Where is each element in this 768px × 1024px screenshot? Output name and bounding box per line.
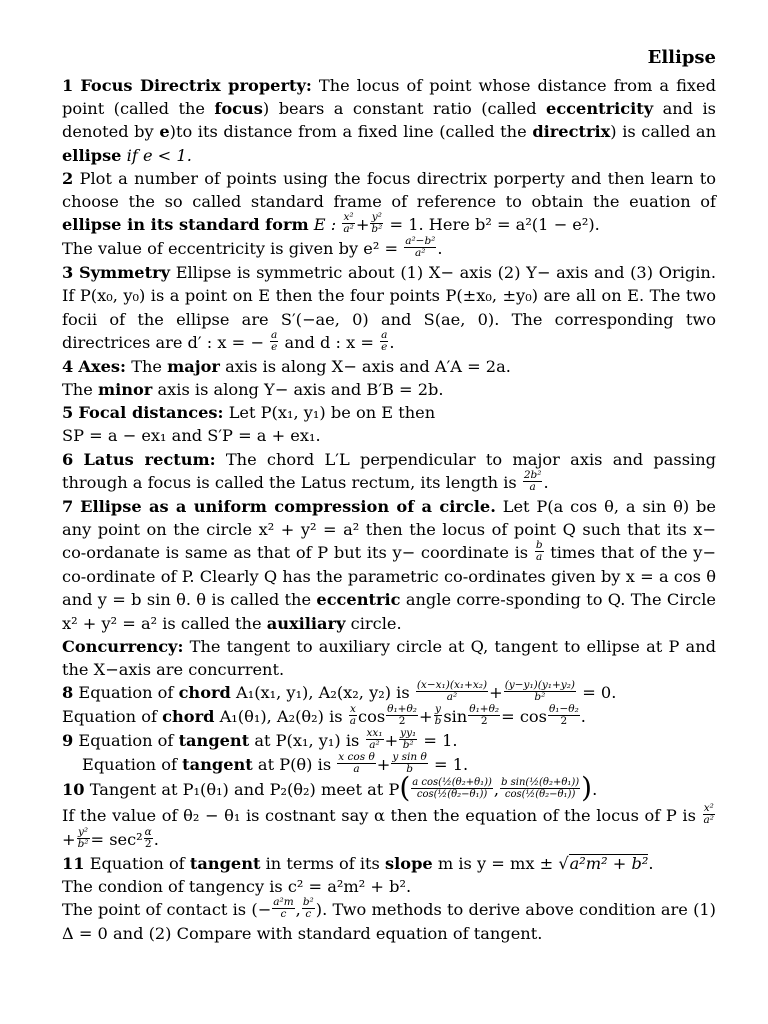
body-text: Equation of (78, 731, 174, 751)
fraction-x2-a2: $\frac{\text{x²}}{\text{a²}}$ (343, 211, 354, 236)
body-text: and d : x = (284, 332, 374, 352)
term-tangent: tangent (182, 755, 253, 775)
section-number: 3 (62, 263, 74, 283)
fraction-point-y: $\frac{\text{b sin(½(θ₂+θ₁))}}{\text{cos(½(θ₂−θ₁))}}$ (501, 777, 580, 801)
fraction-ysin-b: $\frac{\text{y sin θ}}{b}$ (392, 751, 427, 776)
body-text: ). Two methods to derive above condition are (1) Δ = 0 and (2) Compare with standard equation of tangent. (62, 900, 716, 944)
section-heading: Latus rectum: (83, 449, 216, 469)
fraction-eccentricity: $\frac{\text{a²−b²}}{\text{a²}}$ (405, 235, 436, 260)
section-5-focal-distances (62, 401, 716, 447)
document-page (62, 46, 716, 945)
fraction-y2-b2: $\frac{\text{y²}}{\text{b²}}$ (371, 211, 383, 236)
body-text: = 0. (582, 683, 617, 703)
fraction-2b2-a: $\frac{\text{2b²}}{a}$ (523, 468, 542, 493)
fraction-chord-x: $\frac{\text{(x−x₁)(x₁+x₂)}}{\text{a²}}$ (416, 679, 488, 704)
section-8-chord: 8 Equation of chord A₁(x₁, y₁), A₂(x₂, y₂) is $\frac{\text{(x−x₁)(x₁+x₂)}}{\text{a²}}$ + $\frac{\text{(y−y₁)(y₁+y₂)}}{\text{b²}}$ = 0. Equation of chord A₁(θ₁), A₂(θ₂) is $\frac{x}{a}$ cos $\frac{\text{θ₁+θ₂}}{2}$ + $\frac{y}{b}$ sin $\frac{\text{θ₁+θ₂}}{2}$ = cos $\frac{\text{θ₁−θ₂}}{2}$ . (62, 679, 617, 728)
section-11-slope-tangent: 11 Equation of tangent in terms of its slope m is y = mx ± √a²m² + b². The condion of tangency is c² = a²m² + b². The point of contact is (− $\frac{\text{a²m}}{c}$ , $\frac{\text{b²}}{c}$ ). Two methods to derive above condition are (1) Δ = 0 and (2) Compare with standard equation of tangent. (62, 853, 716, 944)
term-minor: minor (97, 380, 153, 400)
term-chord: chord (178, 683, 231, 703)
body-text: Ellipse is symmetric about (1) X− axis (2) Y− axis and (3) Origin. If P(x₀, y₀) is a point on E then the four points P(±x₀, ±y₀) are all on E. The two focii of the ellipse are S′(−ae, 0) and S(ae, 0). The corresponding two directrices are d′ : x = − (62, 263, 716, 352)
body-text: Let P(x₁, y₁) be on E then (228, 403, 436, 423)
term-focus: focus (214, 99, 263, 119)
fraction-theta-sum: $\frac{\text{θ₁+θ₂}}{2}$ (387, 703, 418, 728)
fraction-chord-y: $\frac{\text{(y−y₁)(y₁+y₂)}}{\text{b²}}$ (504, 679, 576, 704)
section-9-tangent: 9 Equation of tangent at P(x₁, y₁) is $\frac{\text{xx₁}}{\text{a²}}$ + $\frac{\text{yy₁}}{\text{b²}}$ = 1. (62, 727, 458, 752)
body-text: If the value of θ₂ − θ₁ is costnant say α then the equation of the locus of P is (62, 805, 696, 825)
section-10-intersection: 10 Tangent at P₁(θ₁) and P₂(θ₂) meet at P( $\frac{\text{a cos(½(θ₂+θ₁))}}{\text{cos(½(θ₂−θ₁))}}$ , $\frac{\text{b sin(½(θ₂+θ₁))}}{\text{cos(½(θ₂−θ₁))}}$ ). (62, 770, 598, 804)
body-text: circle. (350, 613, 402, 633)
section-1-focus-directrix (62, 74, 716, 167)
term-tangent: tangent (178, 731, 250, 751)
body-text: The chord L′L perpendicular to major axis and passing through a focus is called the Latus rectum, its length is (62, 449, 717, 492)
section-number: 4 (62, 356, 74, 376)
body-text: A₁(θ₁), A₂(θ₂) is (219, 707, 343, 727)
section-number: 10 (62, 780, 85, 800)
body-text: at P(θ) is (257, 755, 332, 775)
body-text: ) bears a constant ratio (called (262, 99, 537, 119)
body-text: The locus of point whose distance from a fixed point (called the (62, 76, 716, 119)
fraction-b2-c: $\frac{\text{b²}}{c}$ (302, 896, 314, 921)
body-text: times that of the y− co-ordinate of P. Clearly Q has the parametric co-ordinates given by x = a cos θ and y = b sin θ. θ is called the (62, 543, 716, 610)
section-number: 5 (62, 403, 74, 423)
fraction-y2-b2: $\frac{\text{y²}}{\text{b²}}$ (77, 825, 89, 850)
fraction-xx1-a2: $\frac{\text{xx₁}}{\text{a²}}$ (366, 727, 383, 752)
body-text: The condion of tangency is c² = a²m² + b². (62, 876, 412, 896)
term-tangent: tangent (189, 853, 261, 873)
section-2-standard-form: 2 Plot a number of points using the focus directrix porperty and then learn to choose the so called standard frame of reference to obtain the euation of ellipse in its standard form E : $\frac{\text{x²}}{\text{a²}}$ + $\frac{\text{y²}}{\text{b²}}$ = 1. Here b² = a²(1 − e²). The value of eccentricity is given by e² = $\frac{\text{a²−b²}}{\text{a²}}$ . (62, 168, 716, 260)
sqrt-expression: a²m² + b² (569, 853, 649, 873)
body-text: angle corre-sponding to Q. The Circle x² + y² = a² is called the (62, 590, 716, 633)
fraction-x-a: $\frac{x}{a}$ (349, 703, 357, 728)
fraction-a2m-c: $\frac{\text{a²m}}{c}$ (273, 896, 294, 921)
fraction-y-b: $\frac{y}{b}$ (434, 703, 442, 728)
body-text: axis is along X− axis and A′A = 2a. (225, 356, 511, 376)
body-text: Tangent at P₁(θ₁) and P₂(θ₂) meet at P (89, 780, 400, 800)
body-text: Equation of (78, 683, 174, 703)
fraction-alpha-2: $\frac{\alpha}{2}$ (144, 825, 152, 850)
section-number: 9 (62, 731, 74, 751)
body-text: if e < 1. (126, 145, 192, 165)
section-6-latus-rectum: 6 Latus rectum: The chord L′L perpendicular to major axis and passing through a focus is called the Latus rectum, its length is $\frac{\text{2b²}}{a}$ . (62, 449, 717, 493)
term-directrix: directrix (532, 122, 611, 142)
body-text: m is y = mx ± (437, 853, 554, 873)
section-number: 11 (62, 853, 85, 873)
body-text: Equation of (62, 707, 157, 727)
term-major: major (167, 356, 220, 376)
term-eccentric: eccentric (316, 590, 401, 610)
body-text: Plot a number of points using the focus directrix porperty and then learn to choose the so called standard frame of reference to obtain the euation of (62, 168, 716, 212)
term-e: e (159, 122, 170, 142)
fraction-a-e: $\frac{a}{e}$ (271, 328, 278, 353)
body-text: The (62, 380, 93, 400)
fraction-x2-a2: $\frac{\text{x²}}{\text{a²}}$ (703, 801, 714, 826)
fraction-yy1-b2: $\frac{\text{yy₁}}{\text{b²}}$ (400, 727, 417, 752)
equation-label: E : (313, 215, 337, 235)
body-text: Equation of (82, 755, 177, 775)
section-number: 8 (62, 683, 74, 703)
term-eccentricity: eccentricity (546, 99, 654, 119)
term-ellipse: ellipse (62, 145, 122, 165)
body-text: SP = a − ex₁ and S′P = a + ex₁. (62, 426, 321, 446)
fraction-a-e: $\frac{a}{e}$ (381, 328, 388, 353)
body-text: The value of eccentricity is given by e² = (62, 239, 399, 259)
body-text: A₁(x₁, y₁), A₂(x₂, y₂) is (236, 683, 410, 703)
body-text: The point of contact is (− (62, 900, 272, 920)
body-text: = 1. Here b² = a²(1 − e²). (389, 215, 600, 235)
body-text: Let P(a cos θ, a sin θ) be any point on the circle x² + y² = a² then the locus of point Q such that its x− co-ordanate is same as that of P but its y− coordinate is (62, 496, 716, 563)
body-text: = 1. (433, 755, 469, 775)
section-heading: Symmetry (78, 263, 171, 283)
term-chord: chord (162, 707, 215, 727)
section-number: 6 (62, 449, 74, 469)
section-concurrency (62, 635, 716, 681)
section-heading: Axes: (78, 356, 127, 376)
section-9-tangent-parametric: Equation of tangent at P(θ) is $\frac{\text{x cos θ}}{a}$ + $\frac{\text{y sin θ}}{b}$ = 1. (82, 751, 469, 776)
section-heading: Focal distances: (78, 403, 224, 423)
body-text: and is denoted by (62, 99, 716, 142)
fraction-b-a: $\frac{b}{a}$ (535, 539, 543, 564)
body-text: = 1. (423, 731, 458, 751)
fraction-xcos-a: $\frac{\text{x cos θ}}{a}$ (338, 751, 375, 776)
section-number: 2 (62, 168, 74, 188)
section-3-symmetry: 3 Symmetry Ellipse is symmetric about (1) X− axis (2) Y− axis and (3) Origin. If P(x₀, y₀) is a point on E then the four points P(±x₀, ±y₀) are all on E. The two focii of the ellipse are S′(−ae, 0) and S(ae, 0). The corresponding two directrices are d′ : x = − $\frac{a}{e}$ and d : x = $\frac{a}{e}$ . (62, 263, 716, 353)
body-text: The (131, 356, 162, 376)
body-text: )to its distance from a fixed line (called the (169, 122, 527, 142)
section-10-locus: If the value of θ₂ − θ₁ is costnant say α then the equation of the locus of P is $\frac{\text{x²}}{\text{a²}}$ + $\frac{\text{y²}}{\text{b²}}$ = sec² $\frac{\alpha}{2}$ . (62, 801, 714, 850)
body-text: The tangent to auxiliary circle at Q, tangent to ellipse at P and the X−axis are concurrent. (62, 636, 716, 680)
body-text: at P(x₁, y₁) is (254, 731, 360, 751)
body-text: axis is along Y− axis and B′B = 2b. (157, 380, 444, 400)
fraction-theta-diff: $\frac{\text{θ₁−θ₂}}{2}$ (548, 703, 579, 728)
section-heading: Focus Directrix property: (80, 76, 312, 95)
body-text: in terms of its (265, 853, 380, 873)
body-text: Equation of (89, 853, 185, 873)
body-text: ) is called an (610, 122, 717, 142)
section-heading: Ellipse as a uniform compression of a circle. (80, 496, 496, 516)
section-number: 7 (62, 496, 74, 516)
term-standard-form: ellipse in its standard form (62, 215, 309, 235)
document-title: Ellipse (647, 47, 716, 68)
term-auxiliary: auxiliary (266, 613, 346, 633)
section-7-compression (62, 495, 716, 635)
fraction-theta-sum: $\frac{\text{θ₁+θ₂}}{2}$ (469, 703, 500, 728)
section-heading: Concurrency: (62, 636, 184, 656)
section-number: 1 (62, 76, 74, 95)
term-slope: slope (385, 853, 433, 873)
fraction-point-x: $\frac{\text{a cos(½(θ₂+θ₁))}}{\text{cos(½(θ₂−θ₁))}}$ (412, 777, 492, 801)
section-4-axes (62, 355, 716, 401)
